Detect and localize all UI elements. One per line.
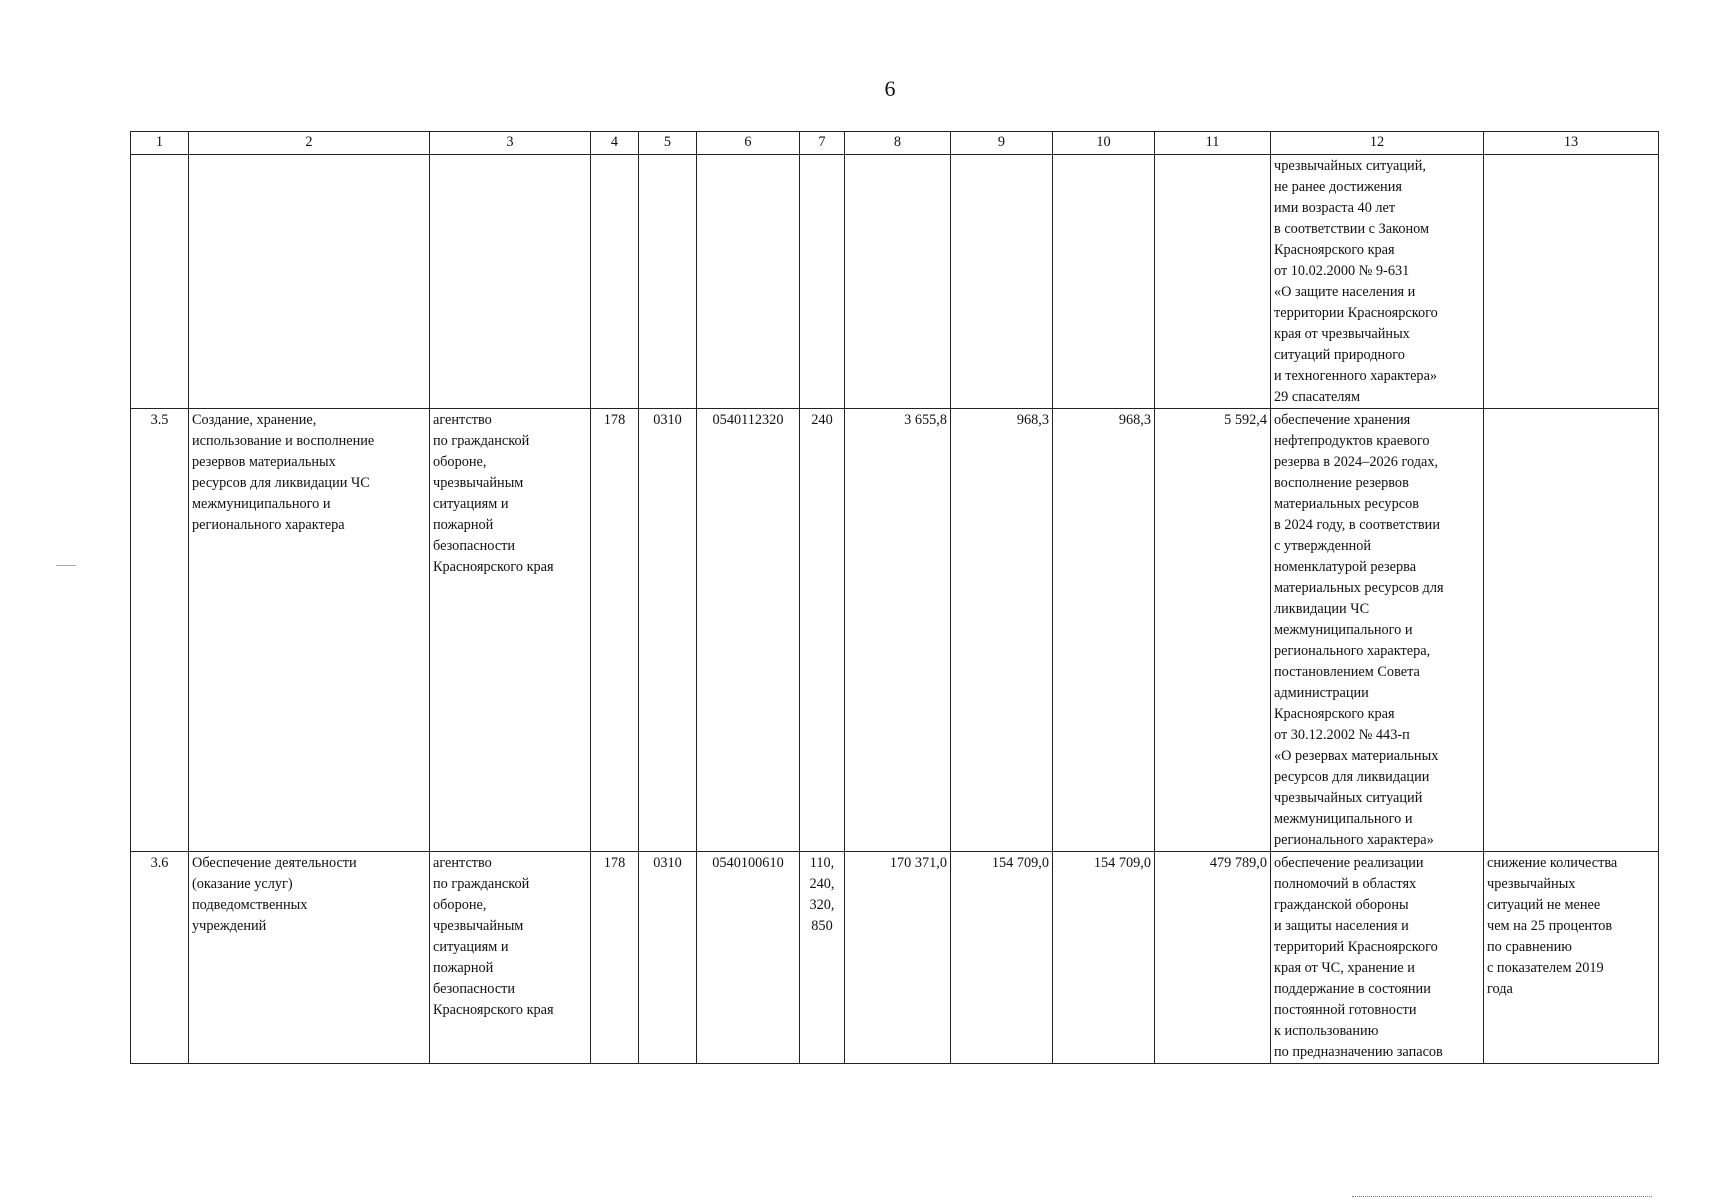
table-row (131, 409, 1659, 852)
cell-amount-2025: 154 709,0 (951, 852, 1053, 1064)
budget-table (130, 131, 1659, 1064)
cell-grbs-code: 178 (591, 409, 639, 852)
cell-amount-2024: 170 371,0 (845, 852, 951, 1064)
column-header: 13 (1484, 132, 1659, 155)
column-header: 10 (1053, 132, 1155, 155)
cell-amount-2024 (845, 155, 951, 409)
cell-number: 3.5 (131, 409, 189, 852)
cell-measure-name: Обеспечение деятельности (оказание услуг) подведомственных учреждений (189, 852, 430, 1064)
table-row (131, 155, 1659, 409)
cell-amount-2026: 968,3 (1053, 409, 1155, 852)
cell-indicator (1484, 409, 1659, 852)
cell-amount-2026 (1053, 155, 1155, 409)
cell-amount-2025: 968,3 (951, 409, 1053, 852)
cell-target-code: 0540100610 (697, 852, 800, 1064)
cell-executor (430, 155, 591, 409)
cell-expected-result: обеспечение хранения нефтепродуктов краевого резерва в 2024–2026 годах, восполнение резервов материальных ресурсов в 2024 году, в соответствии с утвержденной номенклатурой резерва материальных ресурсов для ликвидации ЧС межмуниципального и регионального характера, постановлением Совета администрации Красноярского края от 30.12.2002 № 443-п «О резервах материальных ресурсов для ликвидации чрезвычайных ситуаций межмуниципального и регионального характера» (1271, 409, 1484, 852)
column-header: 7 (800, 132, 845, 155)
cell-executor: агентство по гражданской обороне, чрезвычайным ситуациям и пожарной безопасности Красноярского края (430, 409, 591, 852)
cell-amount-total: 479 789,0 (1155, 852, 1271, 1064)
cell-indicator (1484, 155, 1659, 409)
column-header: 9 (951, 132, 1053, 155)
column-header: 5 (639, 132, 697, 155)
table-row (131, 852, 1659, 1064)
cell-executor: агентство по гражданской обороне, чрезвычайным ситуациям и пожарной безопасности Красноярского края (430, 852, 591, 1064)
cell-section-code: 0310 (639, 409, 697, 852)
margin-mark (56, 565, 76, 566)
cell-grbs-code: 178 (591, 852, 639, 1064)
cell-expected-result: обеспечение реализации полномочий в областях гражданской обороны и защиты населения и территорий Красноярского края от ЧС, хранение и поддержание в состоянии постоянной готовности к использованию по предназначению запасов (1271, 852, 1484, 1064)
cell-number (131, 155, 189, 409)
cell-expected-result: чрезвычайных ситуаций, не ранее достижения ими возраста 40 лет в соответствии с Законом Красноярского края от 10.02.2000 № 9-631 «О защите населения и территории Красноярского края от чрезвычайных ситуаций природного и техногенного характера» 29 спасателям (1271, 155, 1484, 409)
column-header: 3 (430, 132, 591, 155)
footer-dotted-line (1352, 1196, 1652, 1198)
column-header: 8 (845, 132, 951, 155)
page-number: 6 (884, 76, 896, 101)
column-header: 4 (591, 132, 639, 155)
cell-indicator: снижение количества чрезвычайных ситуаций не менее чем на 25 процентов по сравнению с показателем 2019 года (1484, 852, 1659, 1064)
cell-section-code (639, 155, 697, 409)
cell-amount-total (1155, 155, 1271, 409)
cell-measure-name (189, 155, 430, 409)
column-header: 1 (131, 132, 189, 155)
cell-grbs-code (591, 155, 639, 409)
cell-expense-code: 110, 240, 320, 850 (800, 852, 845, 1064)
column-header: 11 (1155, 132, 1271, 155)
cell-expense-code: 240 (800, 409, 845, 852)
cell-amount-2025 (951, 155, 1053, 409)
column-header: 12 (1271, 132, 1484, 155)
cell-amount-2024: 3 655,8 (845, 409, 951, 852)
column-header: 6 (697, 132, 800, 155)
header-row (131, 132, 1659, 155)
column-header: 2 (189, 132, 430, 155)
cell-amount-total: 5 592,4 (1155, 409, 1271, 852)
cell-amount-2026: 154 709,0 (1053, 852, 1155, 1064)
cell-expense-code (800, 155, 845, 409)
cell-section-code: 0310 (639, 852, 697, 1064)
cell-target-code: 0540112320 (697, 409, 800, 852)
cell-number: 3.6 (131, 852, 189, 1064)
cell-measure-name: Создание, хранение, использование и восполнение резервов материальных ресурсов для ликвидации ЧС межмуниципального и регионального характера (189, 409, 430, 852)
cell-target-code (697, 155, 800, 409)
